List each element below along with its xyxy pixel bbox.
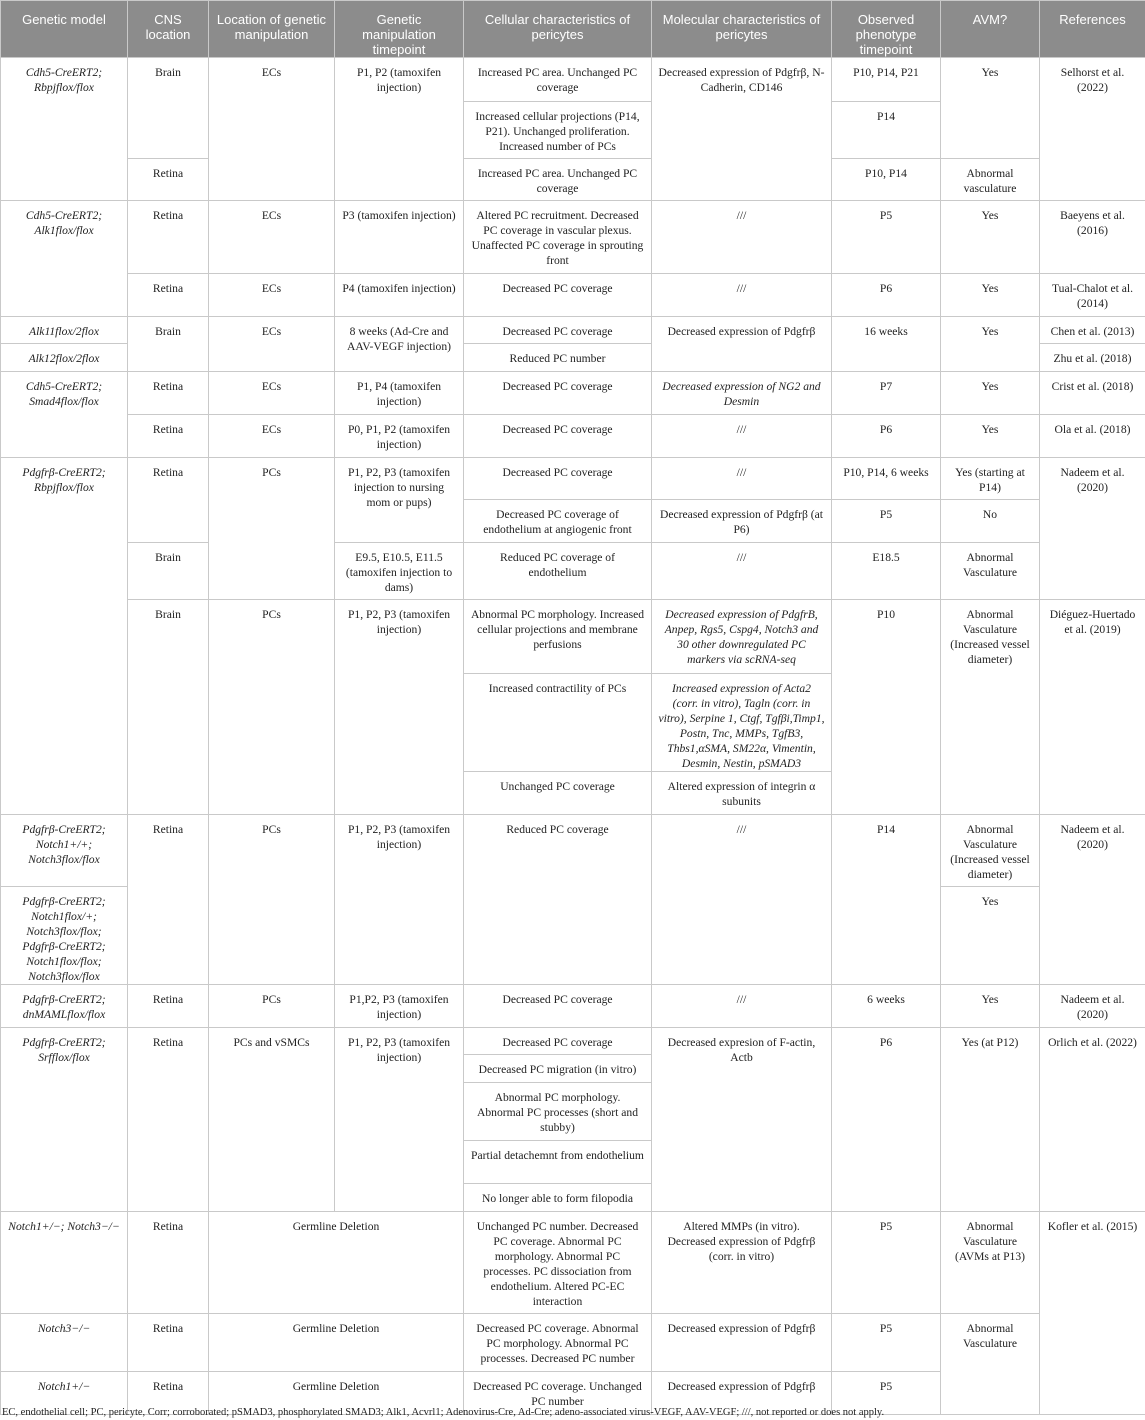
col-header: Location of genetic manipulation	[209, 1, 335, 58]
genetic-model-cell: Cdh5-CreERT2; Rbpjflox/flox	[1, 58, 128, 201]
reference-cell: Nadeem et al. (2020)	[1040, 815, 1145, 985]
col-header: Genetic model	[1, 1, 128, 58]
manipulation-cell: Germline Deletion	[209, 1314, 464, 1372]
cns-cell: Retina	[128, 458, 209, 543]
table-row	[1, 543, 1145, 600]
reference-cell: Kofler et al. (2015)	[1040, 1212, 1145, 1415]
cellular-cell: Decreased PC coverage	[464, 372, 652, 415]
reference-cell: Nadeem et al. (2020)	[1040, 985, 1145, 1028]
cns-cell: Retina	[128, 415, 209, 458]
location-cell: PCs	[209, 815, 335, 985]
observed-cell: P6	[832, 415, 941, 458]
cns-cell: Retina	[128, 274, 209, 317]
cellular-cell: Decreased PC coverage	[464, 415, 652, 458]
molecular-cell: ///	[652, 415, 832, 458]
avm-cell: Yes	[941, 985, 1040, 1028]
timepoint-cell: P1, P2 (tamoxifen injection)	[335, 58, 464, 201]
col-header: AVM?	[941, 1, 1040, 58]
cns-cell: Brain	[128, 600, 209, 815]
molecular-cell: ///	[652, 985, 832, 1028]
observed-cell: P10, P14, P21	[832, 58, 941, 102]
timepoint-cell: E9.5, E10.5, E11.5 (tamoxifen injection to dams)	[335, 543, 464, 600]
cns-cell: Retina	[128, 1212, 209, 1314]
col-header: Molecular characteristics of pericytes	[652, 1, 832, 58]
avm-cell: Abnormal vasculature	[941, 159, 1040, 201]
genetic-model-cell: Cdh5-CreERT2; Smad4flox/flox	[1, 372, 128, 458]
avm-cell: Yes	[941, 58, 1040, 159]
timepoint-cell: P1, P2, P3 (tamoxifen injection to nursing mom or pups)	[335, 458, 464, 543]
observed-cell: P6	[832, 1028, 941, 1212]
reference-cell: Chen et al. (2013)	[1040, 317, 1145, 344]
cns-cell: Retina	[128, 1028, 209, 1212]
reference-cell: Diéguez-Huertado et al. (2019)	[1040, 600, 1145, 815]
observed-cell: P10, P14, 6 weeks	[832, 458, 941, 500]
table-row	[1, 1314, 1145, 1372]
cns-cell: Retina	[128, 159, 209, 201]
timepoint-cell: P1, P4 (tamoxifen injection)	[335, 372, 464, 415]
molecular-cell: Decreased expression of Pdgfrβ	[652, 317, 832, 372]
col-header: Observed phenotype timepoint	[832, 1, 941, 58]
molecular-cell: Decreased expression of Pdgfrβ	[652, 1314, 832, 1372]
location-cell: ECs	[209, 415, 335, 458]
cellular-cell: Abnormal PC morphology. Increased cellular projections and membrane perfusions	[464, 600, 652, 674]
cns-cell: Retina	[128, 201, 209, 274]
genetic-model-cell: Notch1+/−; Notch3−/−	[1, 1212, 128, 1314]
cns-cell: Retina	[128, 815, 209, 985]
timepoint-cell: 8 weeks (Ad-Cre and AAV-VEGF injection)	[335, 317, 464, 372]
header-row	[1, 1, 1145, 58]
avm-cell: Yes (starting at P14)	[941, 458, 1040, 500]
observed-cell: P5	[832, 1314, 941, 1372]
table-footnote: EC, endothelial cell; PC, pericyte, Corr; corroborated; pSMAD3, phosphorylated SMAD3; Alk1, Acvrl1; Adenovirus-Cre, Ad-Cre; adeno-associated virus-VEGF, AAV-VEGF; ///, not reported or does not apply.	[2, 1407, 885, 1418]
cellular-cell: No longer able to form filopodia	[464, 1184, 652, 1212]
table-row	[1, 159, 1145, 201]
location-cell: PCs and vSMCs	[209, 1028, 335, 1212]
reference-cell: Nadeem et al. (2020)	[1040, 458, 1145, 600]
cns-cell: Brain	[128, 58, 209, 159]
molecular-cell: ///	[652, 815, 832, 985]
table-row	[1, 600, 1145, 674]
avm-cell: Abnormal Vasculature (Increased vessel diameter)	[941, 815, 1040, 887]
cellular-cell: Decreased PC coverage. Abnormal PC morphology. Abnormal PC processes. Decreased PC number	[464, 1314, 652, 1372]
cellular-cell: Partial detachemnt from endothelium	[464, 1141, 652, 1184]
genetic-model-cell: Cdh5-CreERT2; Alk1flox/flox	[1, 201, 128, 317]
avm-cell: Yes	[941, 415, 1040, 458]
genetic-model-cell: Pdgfrβ-CreERT2; Rbpjflox/flox	[1, 458, 128, 815]
location-cell: ECs	[209, 201, 335, 274]
cellular-cell: Decreased PC migration (in vitro)	[464, 1055, 652, 1083]
col-header: CNS location	[128, 1, 209, 58]
timepoint-cell: P1, P2, P3 (tamoxifen injection)	[335, 1028, 464, 1212]
molecular-cell: Increased expression of Acta2 (corr. in vitro), Tagln (corr. in vitro), Serpine 1, Ctgf, Tgfβi,Timp1, Postn, Tnc, MMPs, TgfB3, Thbs1,αSMA, SM22α, Vimentin, Desmin, Nestin, pSMAD3	[652, 674, 832, 772]
molecular-cell: Decreased expression of Pdgfrβ (at P6)	[652, 500, 832, 543]
observed-cell: P5	[832, 1212, 941, 1314]
molecular-cell: ///	[652, 543, 832, 600]
molecular-cell: Decreased expression of PdgfrB, Anpep, Rgs5, Cspg4, Notch3 and 30 other downregulated PC markers via scRNA-seq	[652, 600, 832, 674]
cns-cell: Retina	[128, 985, 209, 1028]
cellular-cell: Decreased PC coverage	[464, 458, 652, 500]
avm-cell: Abnormal Vasculature (AVMs at P13)	[941, 1212, 1040, 1314]
genetic-model-cell: Pdgfrβ-CreERT2; Notch1flox/+; Notch3flox/flox; Pdgfrβ-CreERT2; Notch1flox/flox; Notch3flox/flox	[1, 887, 128, 985]
cellular-cell: Increased contractility of PCs	[464, 674, 652, 772]
reference-cell: Zhu et al. (2018)	[1040, 344, 1145, 372]
genetic-model-cell: Pdgfrβ-CreERT2; dnMAMLflox/flox	[1, 985, 128, 1028]
observed-cell: P10, P14	[832, 159, 941, 201]
table-row	[1, 415, 1145, 458]
location-cell: ECs	[209, 372, 335, 415]
cellular-cell: Decreased PC coverage. Unchanged PC number	[464, 1372, 652, 1415]
avm-cell: Abnormal Vasculature (Increased vessel diameter)	[941, 600, 1040, 815]
cellular-cell: Unchanged PC coverage	[464, 772, 652, 815]
reference-cell: Crist et al. (2018)	[1040, 372, 1145, 415]
cellular-cell: Decreased PC coverage	[464, 317, 652, 344]
molecular-cell: ///	[652, 201, 832, 274]
avm-cell: No	[941, 500, 1040, 543]
cns-cell: Brain	[128, 543, 209, 600]
genetic-model-cell: Notch1+/−	[1, 1372, 128, 1415]
molecular-cell: Decreased expression of Pdgfrβ	[652, 1372, 832, 1415]
cellular-cell: Increased PC area. Unchanged PC coverage	[464, 159, 652, 201]
cellular-cell: Altered PC recruitment. Decreased PC coverage in vascular plexus. Unaffected PC coverage in sprouting front	[464, 201, 652, 274]
manipulation-cell: Germline Deletion	[209, 1372, 464, 1415]
avm-cell: Yes	[941, 887, 1040, 985]
genetic-model-cell: Pdgfrβ-CreERT2; Srfflox/flox	[1, 1028, 128, 1212]
location-cell: PCs	[209, 458, 335, 600]
cns-cell: Brain	[128, 317, 209, 372]
observed-cell: P5	[832, 1372, 941, 1415]
molecular-cell: Decreased expression of Pdgfrβ, N-Cadherin, CD146	[652, 58, 832, 201]
table-row	[1, 317, 1145, 344]
table-row	[1, 372, 1145, 415]
observed-cell: P6	[832, 274, 941, 317]
avm-cell: Yes	[941, 201, 1040, 274]
location-cell: ECs	[209, 274, 335, 317]
molecular-cell: Decreased expression of NG2 and Desmin	[652, 372, 832, 415]
timepoint-cell: P3 (tamoxifen injection)	[335, 201, 464, 274]
cellular-cell: Decreased PC coverage	[464, 1028, 652, 1055]
avm-cell: Yes	[941, 372, 1040, 415]
col-header: References	[1040, 1, 1145, 58]
col-header: Genetic manipulation timepoint	[335, 1, 464, 58]
avm-cell: Yes (at P12)	[941, 1028, 1040, 1212]
reference-cell: Orlich et al. (2022)	[1040, 1028, 1145, 1212]
molecular-cell: ///	[652, 274, 832, 317]
reference-cell: Ola et al. (2018)	[1040, 415, 1145, 458]
location-cell: PCs	[209, 985, 335, 1028]
molecular-cell: Altered expression of integrin α subunits	[652, 772, 832, 815]
cellular-cell: Decreased PC coverage	[464, 985, 652, 1028]
cellular-cell: Unchanged PC number. Decreased PC coverage. Abnormal PC morphology. Abnormal PC processes. PC dissociation from endothelium. Altered PC-EC interaction	[464, 1212, 652, 1314]
reference-cell: Selhorst et al. (2022)	[1040, 58, 1145, 201]
timepoint-cell: P4 (tamoxifen injection)	[335, 274, 464, 317]
observed-cell: 6 weeks	[832, 985, 941, 1028]
location-cell: PCs	[209, 600, 335, 815]
cns-cell: Retina	[128, 372, 209, 415]
observed-cell: P10	[832, 600, 941, 815]
genetic-model-cell: Alk12flox/2flox	[1, 344, 128, 372]
avm-cell: Yes	[941, 274, 1040, 317]
reference-cell: Baeyens et al. (2016)	[1040, 201, 1145, 274]
col-header: Cellular characteristics of pericytes	[464, 1, 652, 58]
cellular-cell: Reduced PC coverage	[464, 815, 652, 985]
molecular-cell: ///	[652, 458, 832, 500]
reference-cell: Tual-Chalot et al. (2014)	[1040, 274, 1145, 317]
timepoint-cell: P1, P2, P3 (tamoxifen injection)	[335, 600, 464, 815]
cns-cell: Retina	[128, 1372, 209, 1415]
genetic-model-cell: Notch3−/−	[1, 1314, 128, 1372]
cellular-cell: Decreased PC coverage of endothelium at angiogenic front	[464, 500, 652, 543]
timepoint-cell: P0, P1, P2 (tamoxifen injection)	[335, 415, 464, 458]
observed-cell: P14	[832, 102, 941, 159]
timepoint-cell: P1, P2, P3 (tamoxifen injection)	[335, 815, 464, 985]
timepoint-cell: P1,P2, P3 (tamoxifen injection)	[335, 985, 464, 1028]
observed-cell: P5	[832, 201, 941, 274]
avm-cell: Abnormal Vasculature	[941, 1314, 1040, 1415]
table-row	[1, 458, 1145, 500]
cellular-cell: Reduced PC number	[464, 344, 652, 372]
avm-cell: Abnormal Vasculature	[941, 543, 1040, 600]
cellular-cell: Reduced PC coverage of endothelium	[464, 543, 652, 600]
table-row	[1, 58, 1145, 102]
location-cell: ECs	[209, 317, 335, 372]
table-row	[1, 274, 1145, 317]
table-row	[1, 815, 1145, 887]
cellular-cell: Decreased PC coverage	[464, 274, 652, 317]
observed-cell: E18.5	[832, 543, 941, 600]
manipulation-cell: Germline Deletion	[209, 1212, 464, 1314]
observed-cell: P7	[832, 372, 941, 415]
table-row	[1, 201, 1145, 274]
cellular-cell: Increased PC area. Unchanged PC coverage	[464, 58, 652, 102]
genetic-model-cell: Alk11flox/2flox	[1, 317, 128, 344]
molecular-cell: Altered MMPs (in vitro). Decreased expression of Pdgfrβ (corr. in vitro)	[652, 1212, 832, 1314]
avm-cell: Yes	[941, 317, 1040, 372]
table-row	[1, 985, 1145, 1028]
genetic-model-cell: Pdgfrβ-CreERT2; Notch1+/+; Notch3flox/flox	[1, 815, 128, 887]
cns-cell: Retina	[128, 1314, 209, 1372]
location-cell: ECs	[209, 58, 335, 201]
table-row	[1, 1028, 1145, 1055]
cellular-cell: Abnormal PC morphology. Abnormal PC processes (short and stubby)	[464, 1083, 652, 1141]
observed-cell: P5	[832, 500, 941, 543]
table-row	[1, 1212, 1145, 1314]
observed-cell: 16 weeks	[832, 317, 941, 372]
molecular-cell: Decreased expresion of F-actin, Actb	[652, 1028, 832, 1212]
observed-cell: P14	[832, 815, 941, 985]
cellular-cell: Increased cellular projections (P14, P21). Unchanged proliferation. Increased number of PCs	[464, 102, 652, 159]
